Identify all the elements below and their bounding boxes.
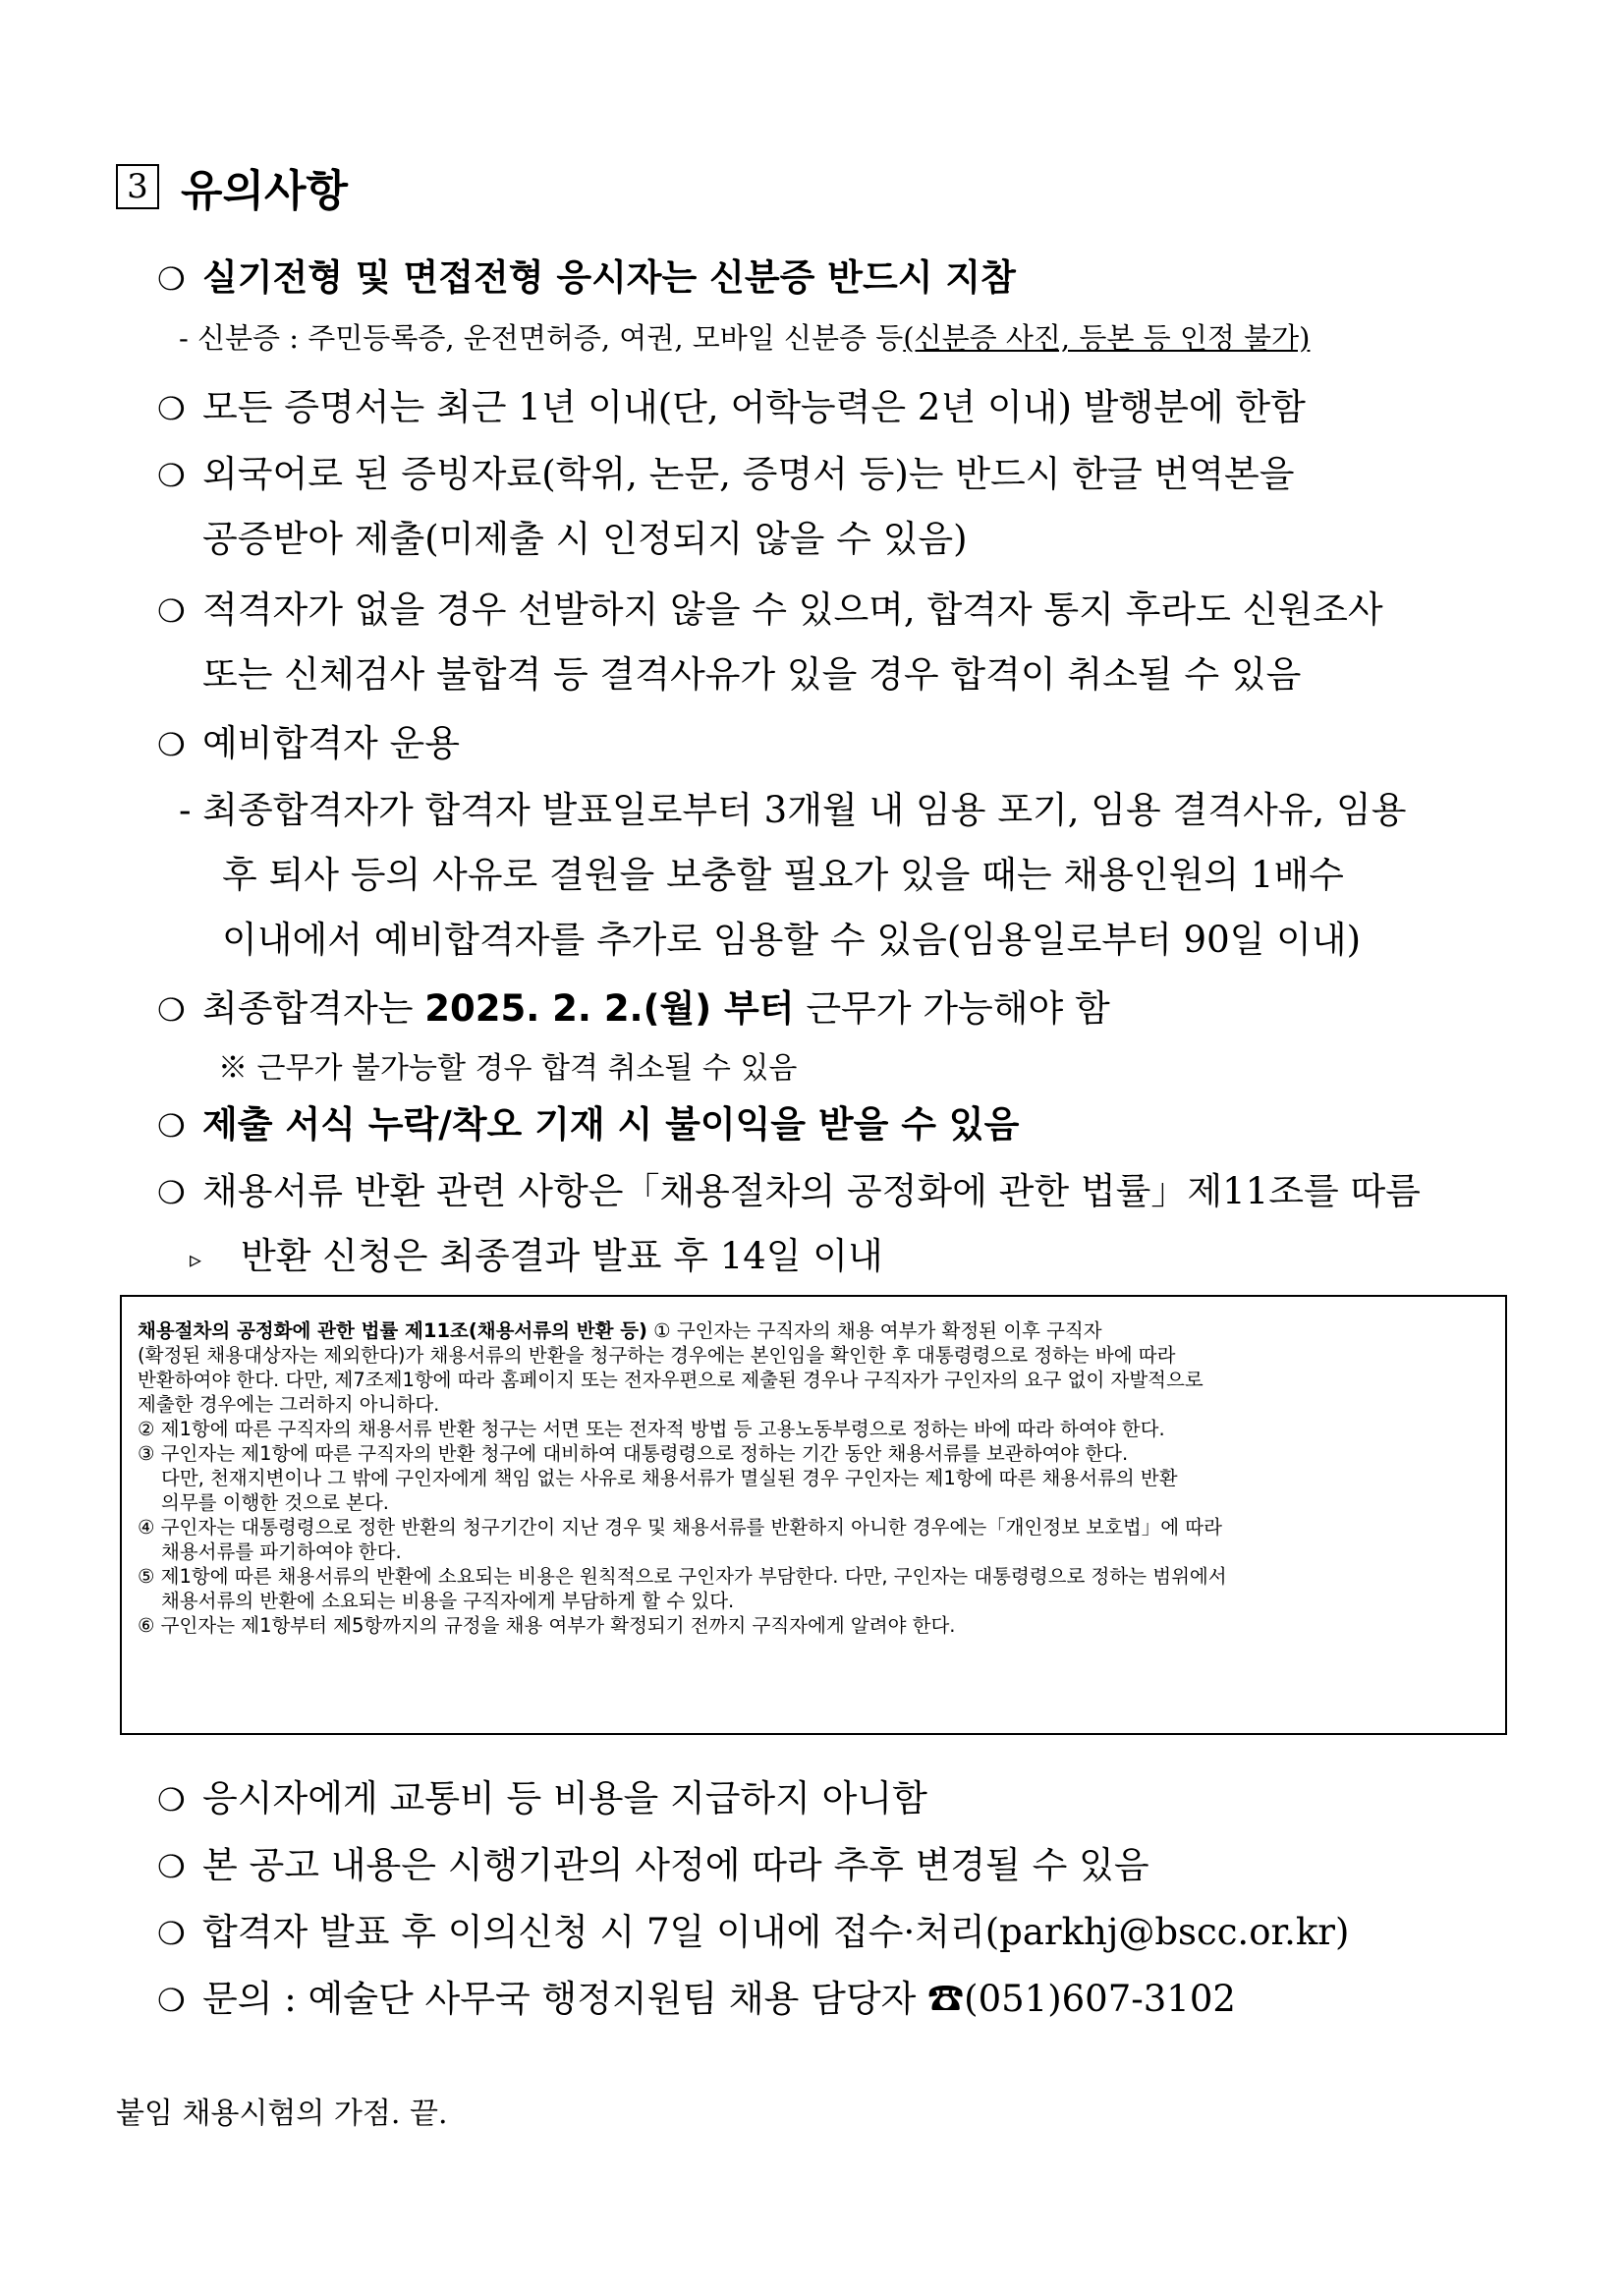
section-title: 유의사항 [181, 166, 349, 216]
item-no-qualified-cont: 또는 신체검사 불합격 등 결격사유가 있을 경우 합격이 취소될 수 있음 [202, 653, 1302, 696]
item-reserve-detail-cont1: 후 퇴사 등의 사유로 결원을 보충할 필요가 있을 때는 채용인원의 1배수 [222, 854, 1344, 896]
circle-bullet-icon: ❍ [157, 1174, 186, 1211]
law-p5: ⑤ 제1항에 따른 채용서류의 반환에 소요되는 비용은 원칙적으로 구인자가 부담한다. 다만, 구인자는 대통령령으로 정하는 범위에서 [138, 1565, 1227, 1588]
dash-marker: - [179, 789, 203, 831]
law-p4: ④ 구인자는 대통령령으로 정한 반환의 청구기간이 지난 경우 및 채용서류를 반환하지 아니한 경우에는「개인정보 보호법」에 따라 [138, 1516, 1222, 1539]
law-p3-line2: 다만, 천재지변이나 그 밖에 구인자에게 책임 없는 사유로 채용서류가 멸실된 경우 구인자는 제1항에 따른 채용서류의 반환 [161, 1467, 1178, 1489]
triangle-marker-icon: ▹ [190, 1245, 202, 1273]
circle-bullet-icon: ❍ [157, 726, 186, 763]
circle-bullet-icon: ❍ [157, 1915, 186, 1952]
circle-bullet-icon: ❍ [157, 1848, 186, 1885]
item-certificates: ❍ 모든 증명서는 최근 1년 이내(단, 어학능력은 2년 이내) 발행분에 한함 [157, 386, 1306, 428]
law-title: 채용절차의 공정화에 관한 법률 제11조(채용서류의 반환 등) [138, 1319, 647, 1342]
item-id-required: ❍ 실기전형 및 면접전형 응시자는 신분증 반드시 지참 [157, 255, 1016, 299]
item-no-qualified: ❍ 적격자가 없을 경우 선발하지 않을 수 있으며, 합격자 통지 후라도 신원조사 [157, 588, 1383, 631]
attachment-footer: 붙임 채용시험의 가점. 끝. [116, 2097, 448, 2131]
circle-bullet-icon: ❍ [157, 260, 186, 298]
item-omission: ❍ 제출 서식 누락/착오 기재 시 불이익을 받을 수 있음 [157, 1102, 1020, 1146]
circle-bullet-icon: ❍ [157, 991, 186, 1029]
dash-marker: - [179, 321, 198, 355]
law-p3-line3: 의무를 이행한 것으로 본다. [161, 1491, 390, 1514]
item-objection: ❍ 합격자 발표 후 이의신청 시 7일 이내에 접수·처리(parkhj@bscc.or.kr) [157, 1911, 1350, 1953]
item-reserve-detail-cont2: 이내에서 예비합격자를 추가로 임용할 수 있음(임용일로부터 90일 이내) [222, 919, 1362, 961]
item-contact: ❍ 문의 : 예술단 사무국 행정지원팀 채용 담당자 ☎(051)607-3102 [157, 1978, 1236, 2020]
item-return-request: ▹ 반환 신청은 최종결과 발표 후 14일 이내 [190, 1235, 883, 1277]
law-excerpt-box [120, 1295, 1507, 1735]
item-id-types [179, 316, 1310, 357]
item-return-docs: ❍ 채용서류 반환 관련 사항은「채용절차의 공정화에 관한 법률」제11조를 따름 [157, 1170, 1421, 1212]
law-p1-line4: 제출한 경우에는 그러하지 아니하다. [138, 1393, 440, 1416]
law-p5-line2: 채용서류의 반환에 소요되는 비용을 구직자에게 부담하게 할 수 있다. [161, 1590, 735, 1612]
id-types-text: 신분증 : 주민등록증, 운전면허증, 여권, 모바일 신분증 등 [197, 321, 904, 355]
law-p6: ⑥ 구인자는 제1항부터 제5항까지의 규정을 채용 여부가 확정되기 전까지 구직자에게 알려야 한다. [138, 1614, 956, 1637]
circle-bullet-icon: ❍ [157, 1982, 186, 2019]
law-p2: ② 제1항에 따른 구직자의 채용서류 반환 청구는 서면 또는 전자적 방법 등 고용노동부령으로 정하는 바에 따라 하여야 한다. [138, 1418, 1165, 1440]
law-p3: ③ 구인자는 제1항에 따른 구직자의 반환 청구에 대비하여 대통령령으로 정하는 기간 동안 채용서류를 보관하여야 한다. [138, 1442, 1129, 1465]
circle-bullet-icon: ❍ [157, 592, 186, 630]
law-p1-line2: (확정된 채용대상자는 제외한다)가 채용서류의 반환을 청구하는 경우에는 본인임을 확인한 후 대통령령으로 정하는 바에 따라 [138, 1344, 1176, 1367]
item-reserve: ❍ 예비합격자 운용 [157, 722, 460, 764]
section-heading [116, 157, 348, 216]
item-foreign-docs: ❍ 외국어로 된 증빙자료(학위, 논문, 증명서 등)는 반드시 한글 번역본을 [157, 453, 1295, 495]
law-p4-line2: 채용서류를 파기하여야 한다. [161, 1540, 402, 1563]
item-subject-change: ❍ 본 공고 내용은 시행기관의 사정에 따라 추후 변경될 수 있음 [157, 1844, 1149, 1886]
circle-bullet-icon: ❍ [157, 1107, 186, 1145]
item-start-date: ❍ 최종합격자는 2025. 2. 2.(월) 부터 근무가 가능해야 함 [157, 987, 1110, 1030]
law-p1-line3: 반환하여야 한다. 다만, 제7조제1항에 따라 홈페이지 또는 전자우편으로 제출된 경우나 구직자가 구인자의 요구 없이 자발적으로 [138, 1369, 1204, 1391]
item-start-date-note: ※ 근무가 불가능할 경우 합격 취소될 수 있음 [218, 1051, 798, 1086]
item-foreign-docs-cont: 공증받아 제출(미제출 시 인정되지 않을 수 있음) [202, 518, 968, 560]
section-number-box: 3 [116, 164, 159, 209]
circle-bullet-icon: ❍ [157, 390, 186, 427]
item-reserve-detail: - 최종합격자가 합격자 발표일로부터 3개월 내 임용 포기, 임용 결격사유, 임용 [179, 789, 1407, 831]
item-no-expense: ❍ 응시자에게 교통비 등 비용을 지급하지 아니함 [157, 1777, 927, 1820]
start-date-value: 2025. 2. 2.(월) 부터 [424, 987, 795, 1030]
circle-bullet-icon: ❍ [157, 1781, 186, 1819]
circle-bullet-icon: ❍ [157, 457, 186, 494]
id-types-exception: (신분증 사진, 등본 등 인정 불가) [903, 321, 1311, 355]
law-p1: ① 구인자는 구직자의 채용 여부가 확정된 이후 구직자 [653, 1319, 1102, 1342]
